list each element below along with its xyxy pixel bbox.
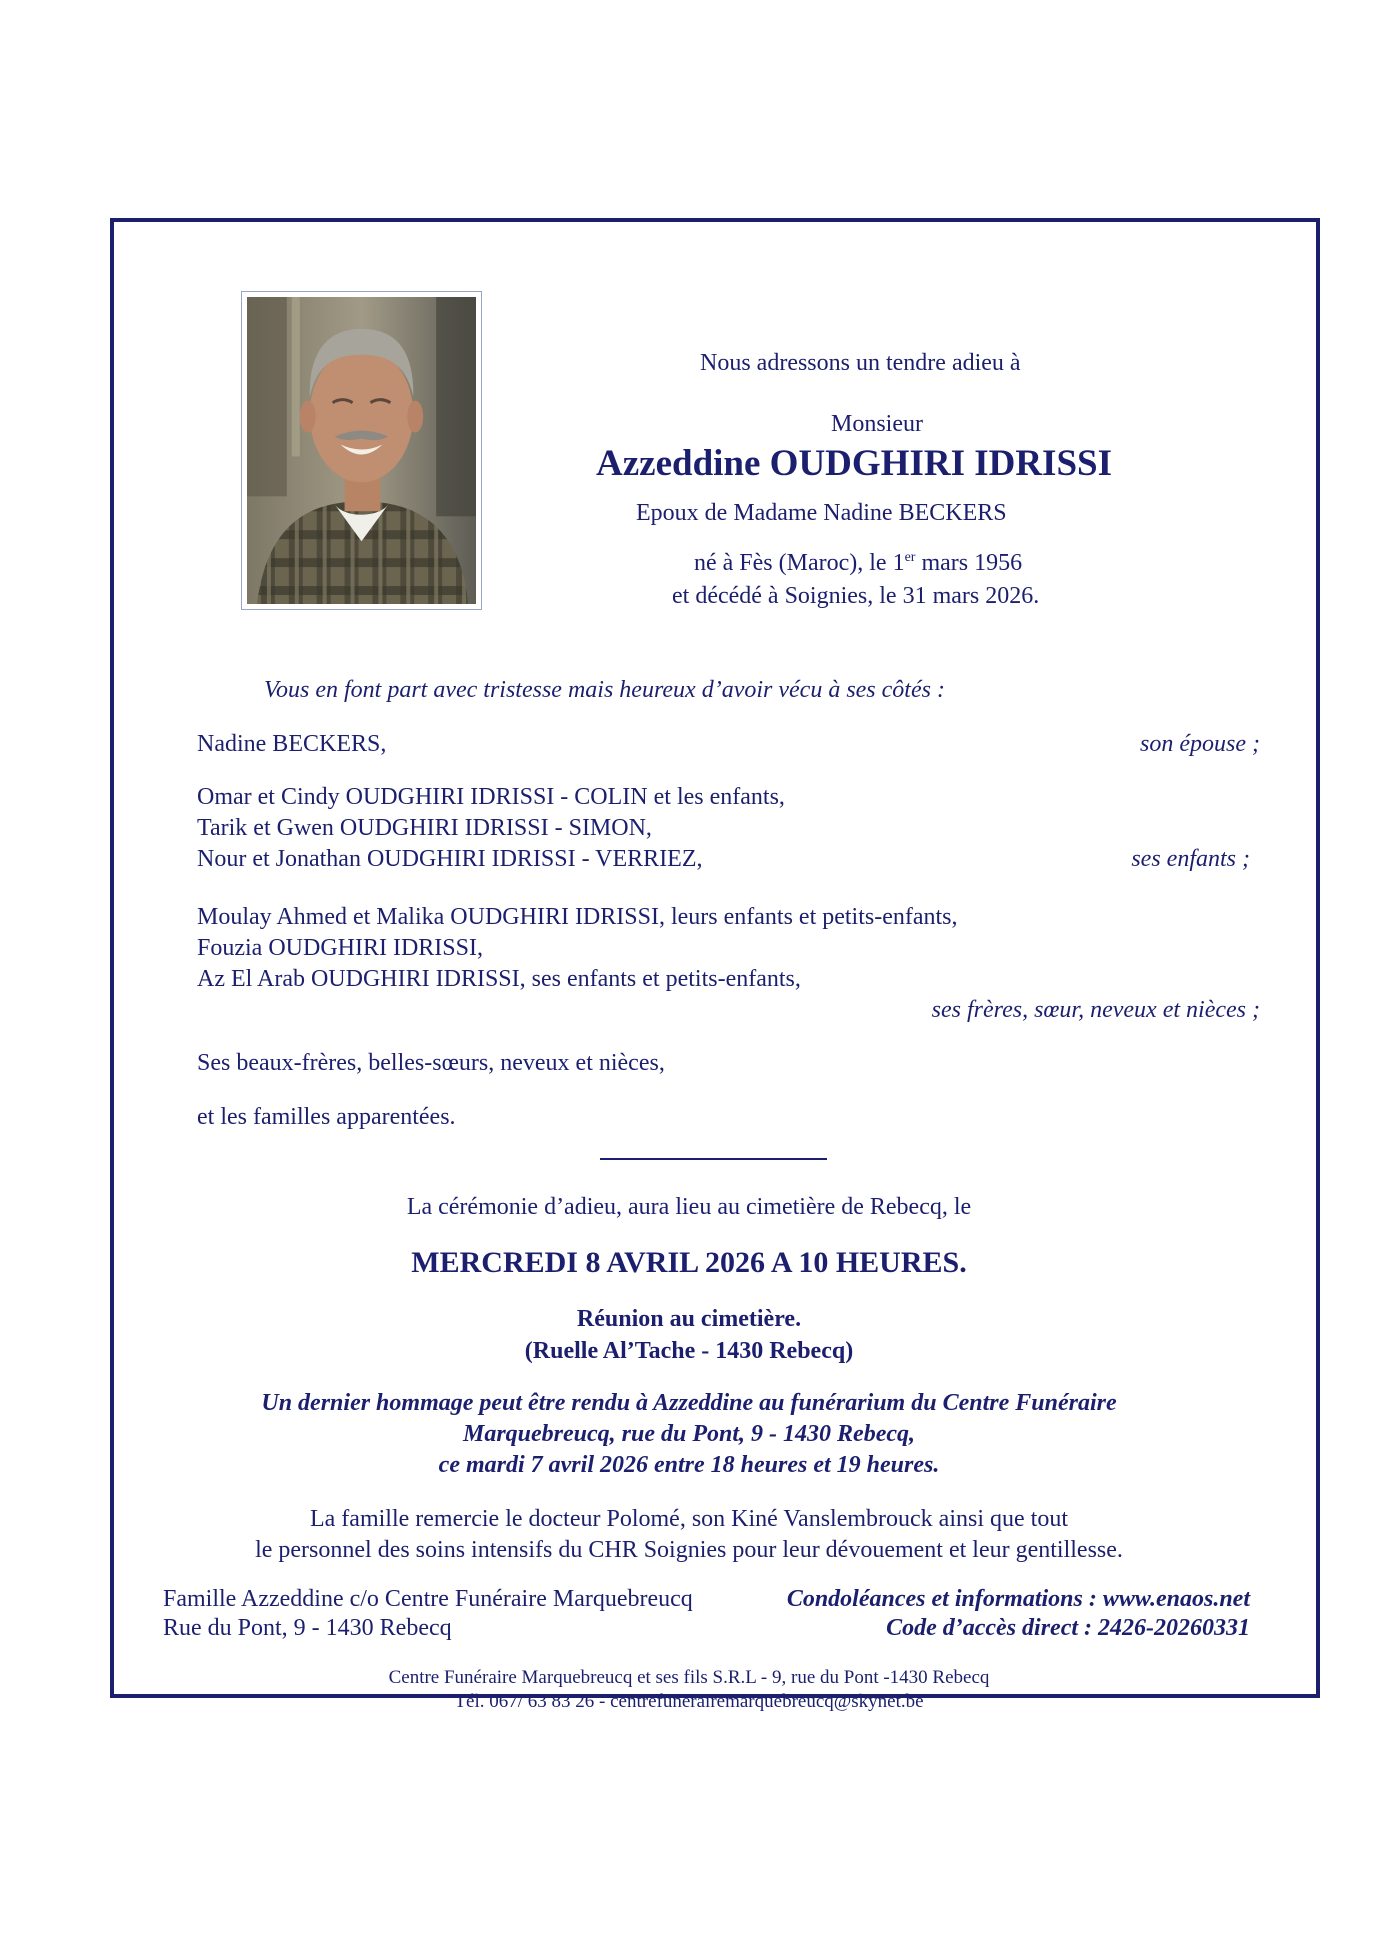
thanks-line: le personnel des soins intensifs du CHR Soignies pour leur dévouement et leur gentillesse. bbox=[255, 1537, 1123, 1563]
footer-contact: Tél. 067/ 63 83 26 - centrefunerairemarquebreucq@skynet.be bbox=[454, 1691, 924, 1712]
intro-text: Nous adressons un tendre adieu à bbox=[700, 350, 1021, 376]
family-in-laws: Ses beaux-frères, belles-sœurs, neveux et nièces, bbox=[197, 1050, 665, 1076]
family-sibling: Az El Arab OUDGHIRI IDRISSI, ses enfants et petits-enfants, bbox=[197, 966, 801, 992]
family-child: Tarik et Gwen OUDGHIRI IDRISSI - SIMON, bbox=[197, 815, 652, 841]
deceased-name: Azzeddine OUDGHIRI IDRISSI bbox=[596, 443, 1113, 484]
footer-line: Centre Funéraire Marquebreucq et ses fils S.R.L - 9, rue du Pont -1430 Rebecq bbox=[388, 1667, 990, 1688]
family-spouse: Nadine BECKERS, bbox=[197, 731, 387, 757]
ceremony-address: (Ruelle Al’Tache - 1430 Rebecq) bbox=[524, 1338, 854, 1364]
family-children-role: ses enfants ; bbox=[1131, 846, 1250, 872]
announcement: Vous en font part avec tristesse mais heureux d’avoir vécu à ses côtés : bbox=[264, 677, 945, 703]
family-child: Omar et Cindy OUDGHIRI IDRISSI - COLIN et les enfants, bbox=[197, 784, 785, 810]
condolences-link[interactable]: Condoléances et informations : www.enaos.net bbox=[786, 1586, 1250, 1612]
spouse-line: Epoux de Madame Nadine BECKERS bbox=[636, 500, 1007, 526]
family-spouse-role: son épouse ; bbox=[1140, 731, 1260, 757]
family-siblings-role: ses frères, sœur, neveux et nièces ; bbox=[931, 997, 1260, 1023]
ceremony-intro: La cérémonie d’adieu, aura lieu au cimetière de Rebecq, le bbox=[406, 1194, 972, 1220]
ceremony-meeting: Réunion au cimetière. bbox=[576, 1306, 802, 1332]
birth-line: né à Fès (Maroc), le 1er mars 1956 bbox=[694, 550, 1023, 576]
contact-address: Rue du Pont, 9 - 1430 Rebecq bbox=[163, 1615, 452, 1641]
family-relatives: et les familles apparentées. bbox=[197, 1104, 456, 1130]
portrait-photo-image bbox=[247, 297, 476, 604]
portrait-photo bbox=[241, 291, 482, 610]
death-line: et décédé à Soignies, le 31 mars 2026. bbox=[672, 583, 1040, 609]
family-child: Nour et Jonathan OUDGHIRI IDRISSI - VERRIEZ, bbox=[197, 846, 703, 872]
access-code: Code d’accès direct : 2426-20260331 bbox=[886, 1615, 1250, 1641]
tribute-line: Marquebreucq, rue du Pont, 9 - 1430 Rebecq, bbox=[463, 1421, 915, 1447]
tribute-line: Un dernier hommage peut être rendu à Azzeddine au funérarium du Centre Funéraire bbox=[261, 1390, 1117, 1416]
divider bbox=[600, 1158, 827, 1160]
family-sibling: Moulay Ahmed et Malika OUDGHIRI IDRISSI, leurs enfants et petits-enfants, bbox=[197, 904, 958, 930]
contact-family: Famille Azzeddine c/o Centre Funéraire Marquebreucq bbox=[163, 1586, 693, 1612]
ceremony-date: MERCREDI 8 AVRIL 2026 A 10 HEURES. bbox=[411, 1246, 967, 1279]
family-sibling: Fouzia OUDGHIRI IDRISSI, bbox=[197, 935, 483, 961]
honorific: Monsieur bbox=[831, 411, 923, 437]
tribute-line: ce mardi 7 avril 2026 entre 18 heures et 19 heures. bbox=[438, 1452, 940, 1478]
thanks-line: La famille remercie le docteur Polomé, son Kiné Vanslembrouck ainsi que tout bbox=[309, 1506, 1068, 1532]
